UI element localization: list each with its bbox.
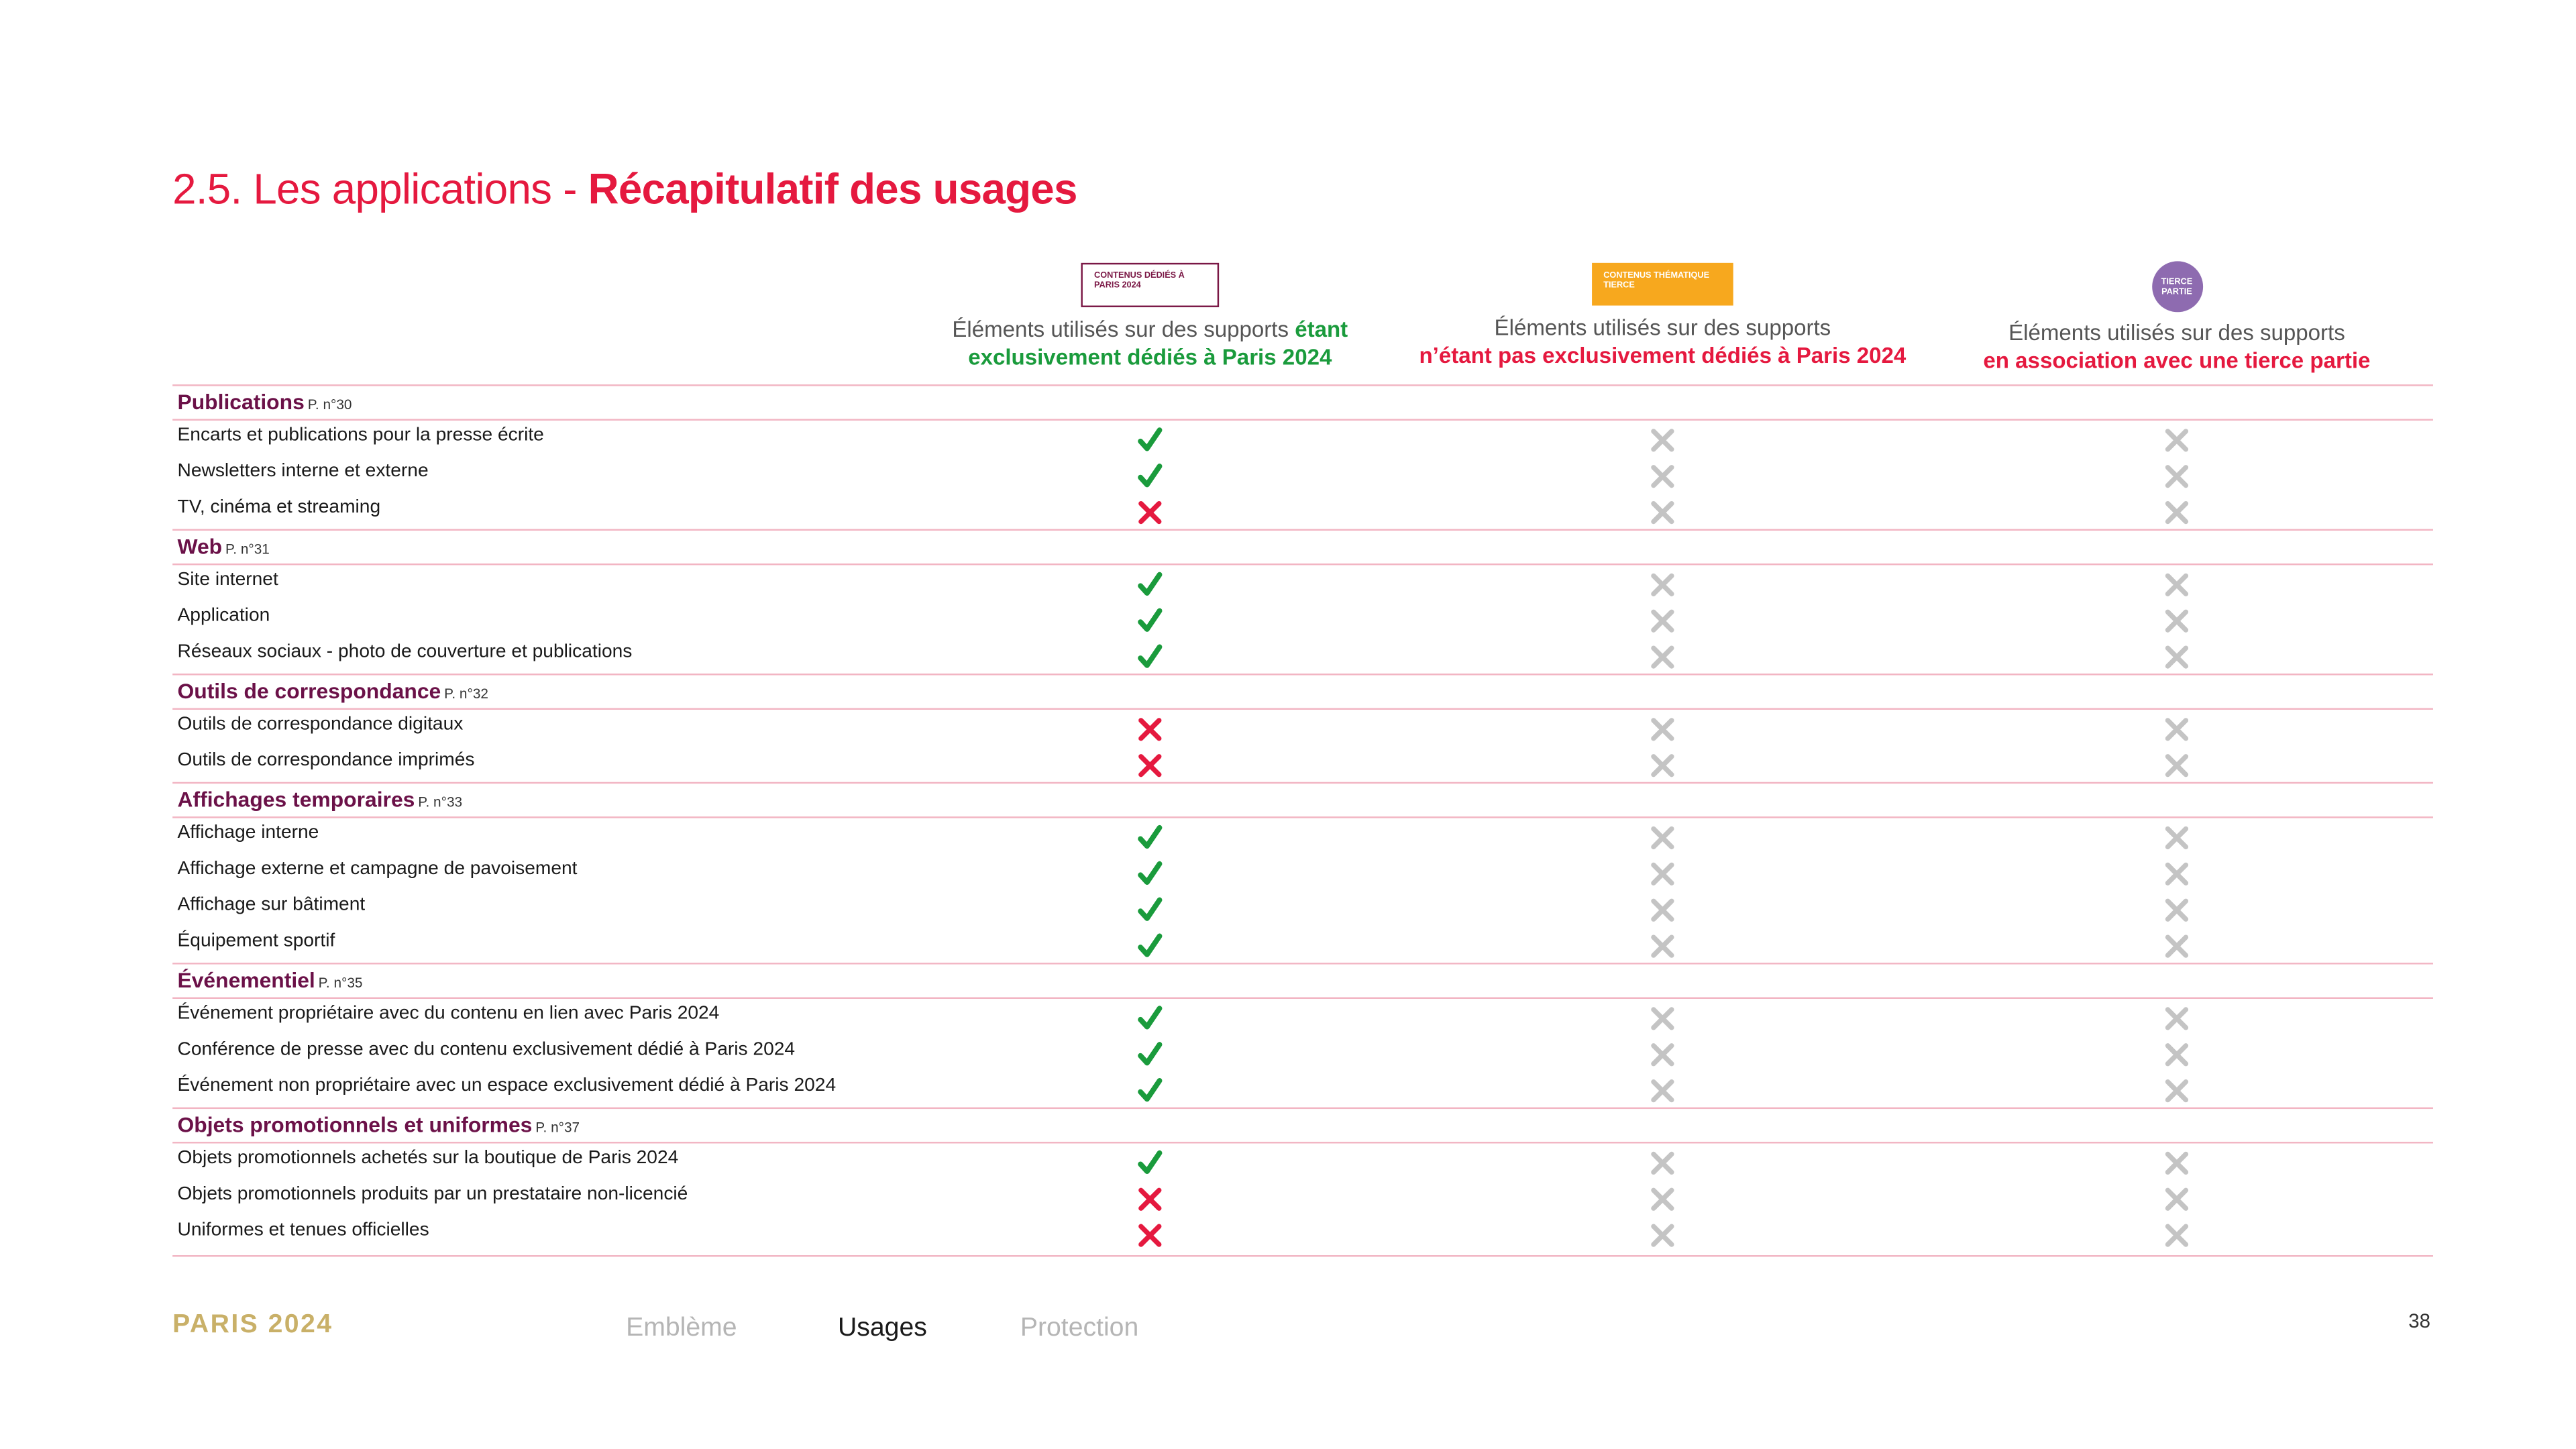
grey-cross-icon	[2162, 1004, 2192, 1033]
table-row	[172, 421, 2433, 457]
green-check-icon	[1135, 1040, 1165, 1069]
nav-link-usages[interactable]: Usages	[837, 1314, 927, 1342]
grey-cross-icon	[2162, 932, 2192, 961]
page-title	[172, 164, 1077, 215]
section-name: Affichages temporaires	[177, 787, 415, 812]
grey-cross-icon	[2162, 462, 2192, 491]
table-row	[172, 1216, 2433, 1252]
row-label: Conférence de presse avec du contenu exclusivement dédié à Paris 2024	[177, 1040, 796, 1060]
page-reference: P. n°30	[307, 396, 352, 413]
table-row	[172, 926, 2433, 963]
grey-cross-icon	[1648, 498, 1677, 527]
row-label: Événement non propriétaire avec un espace exclusivement dédié à Paris 2024	[177, 1076, 837, 1096]
green-check-icon	[1135, 462, 1165, 491]
column-header-line-2: exclusivement dédiés à Paris 2024	[968, 345, 1332, 370]
green-check-icon	[1135, 643, 1165, 672]
column-header	[904, 263, 1397, 372]
row-label: Outils de correspondance imprimés	[177, 751, 475, 771]
grey-cross-icon	[2162, 570, 2192, 600]
table-row	[172, 637, 2433, 674]
section-name: Objets promotionnels et uniformes	[177, 1112, 533, 1137]
page-reference: P. n°32	[444, 685, 489, 702]
row-label: Objets promotionnels achetés sur la boutique de Paris 2024	[177, 1148, 679, 1169]
row-label: Uniformes et tenues officielles	[177, 1220, 429, 1240]
row-label: Site internet	[177, 570, 278, 590]
grey-cross-icon	[2162, 1040, 2192, 1069]
grey-cross-icon	[1648, 932, 1677, 961]
table-row	[172, 999, 2433, 1035]
grey-cross-icon	[1648, 1221, 1677, 1250]
grey-cross-icon	[1648, 425, 1677, 455]
grey-cross-icon	[2162, 606, 2192, 636]
column-badge: CONTENUS DÉDIÉS À PARIS 2024	[1081, 263, 1219, 307]
column-header-line-1	[1383, 314, 1942, 342]
title-emphasis: Récapitulatif des usages	[588, 164, 1077, 214]
table-row	[172, 457, 2433, 493]
green-check-icon	[1135, 1076, 1165, 1106]
green-check-icon	[1135, 606, 1165, 636]
table-row	[172, 1071, 2433, 1108]
green-check-icon	[1135, 932, 1165, 961]
red-cross-icon	[1135, 714, 1165, 744]
grey-cross-icon	[2162, 1076, 2192, 1106]
nav-link-emblème[interactable]: Emblème	[626, 1314, 737, 1342]
grey-cross-icon	[1648, 859, 1677, 889]
paris-2024-logo: PARIS 2024	[172, 1311, 333, 1339]
grey-cross-icon	[2162, 498, 2192, 527]
title-prefix: 2.5. Les applications -	[172, 164, 588, 214]
page-number: 38	[2408, 1309, 2430, 1333]
section-title	[177, 534, 269, 559]
red-cross-icon	[1135, 498, 1165, 527]
grey-cross-icon	[1648, 1185, 1677, 1214]
table-row	[172, 854, 2433, 890]
row-label: Équipement sportif	[177, 931, 335, 951]
row-label: Affichage interne	[177, 822, 319, 843]
grey-cross-icon	[2162, 896, 2192, 925]
table-row	[172, 601, 2433, 637]
column-header-text: Éléments utilisés sur des supports	[1494, 315, 1831, 340]
grey-cross-icon	[1648, 570, 1677, 600]
table-row	[172, 565, 2433, 601]
grey-cross-icon	[2162, 1185, 2192, 1214]
red-cross-icon	[1135, 1185, 1165, 1214]
section-title	[177, 678, 488, 703]
row-label: Outils de correspondance digitaux	[177, 714, 464, 735]
section-name: Événementiel	[177, 967, 315, 993]
table-row	[172, 710, 2433, 746]
section-title	[177, 967, 362, 992]
table-row	[172, 890, 2433, 926]
green-check-icon	[1135, 570, 1165, 600]
grey-cross-icon	[1648, 1076, 1677, 1106]
section-header	[172, 1108, 2433, 1144]
section-title	[177, 1112, 580, 1137]
row-label: Newsletters interne et externe	[177, 462, 429, 482]
grey-cross-icon	[1648, 823, 1677, 853]
grey-cross-icon	[1648, 462, 1677, 491]
row-label: TV, cinéma et streaming	[177, 498, 381, 518]
row-label: Objets promotionnels produits par un prestataire non-licencié	[177, 1184, 688, 1205]
column-badge: CONTENUS THÉMATIQUE TIERCE	[1592, 263, 1733, 306]
grey-cross-icon	[2162, 1221, 2192, 1250]
grey-cross-icon	[2162, 425, 2192, 455]
section-title	[177, 787, 462, 812]
grey-cross-icon	[2162, 823, 2192, 853]
page-reference: P. n°31	[225, 540, 270, 557]
table-row	[172, 746, 2433, 782]
table-row	[172, 818, 2433, 855]
grey-cross-icon	[1648, 1148, 1677, 1178]
table-row	[172, 1144, 2433, 1180]
green-check-icon	[1135, 1004, 1165, 1033]
grey-cross-icon	[1648, 1040, 1677, 1069]
grey-cross-icon	[2162, 643, 2192, 672]
grey-cross-icon	[1648, 751, 1677, 780]
row-label: Réseaux sociaux - photo de couverture et publications	[177, 642, 633, 662]
section-name: Web	[177, 533, 223, 559]
green-check-icon	[1135, 859, 1165, 889]
green-check-icon	[1135, 823, 1165, 853]
section-title	[177, 389, 352, 414]
section-name: Outils de correspondance	[177, 678, 441, 704]
column-header	[1931, 261, 2424, 374]
green-check-icon	[1135, 1148, 1165, 1178]
column-header-line-2: n’étant pas exclusivement dédiés à Paris 2024	[1419, 343, 1907, 368]
row-label: Application	[177, 606, 270, 627]
column-header-emphasis: étant	[1295, 317, 1348, 342]
page-reference: P. n°35	[318, 974, 363, 991]
row-label: Encarts et publications pour la presse écrite	[177, 425, 544, 445]
grey-cross-icon	[1648, 643, 1677, 672]
row-label: Événement propriétaire avec du contenu en lien avec Paris 2024	[177, 1004, 720, 1024]
column-header	[1383, 263, 1942, 370]
table-bottom-divider	[172, 1255, 2433, 1256]
usage-table	[172, 384, 2433, 1256]
page-reference: P. n°33	[418, 793, 463, 810]
red-cross-icon	[1135, 1221, 1165, 1250]
row-label: Affichage externe et campagne de pavoisement	[177, 859, 578, 879]
grey-cross-icon	[1648, 606, 1677, 636]
section-header	[172, 674, 2433, 710]
grey-cross-icon	[2162, 751, 2192, 780]
grey-cross-icon	[1648, 714, 1677, 744]
grey-cross-icon	[2162, 1148, 2192, 1178]
grey-cross-icon	[2162, 714, 2192, 744]
table-row	[172, 1179, 2433, 1216]
green-check-icon	[1135, 425, 1165, 455]
column-badge: TIERCE PARTIE	[2151, 261, 2202, 312]
green-check-icon	[1135, 896, 1165, 925]
column-header-line-1	[904, 315, 1397, 343]
page-reference: P. n°37	[535, 1118, 580, 1136]
section-header	[172, 963, 2433, 999]
section-header	[172, 529, 2433, 566]
table-row	[172, 493, 2433, 529]
column-header-line-1	[1931, 319, 2424, 347]
section-header	[172, 782, 2433, 818]
section-header	[172, 384, 2433, 421]
red-cross-icon	[1135, 751, 1165, 780]
nav-link-protection[interactable]: Protection	[1020, 1314, 1139, 1342]
grey-cross-icon	[1648, 1004, 1677, 1033]
row-label: Affichage sur bâtiment	[177, 895, 366, 916]
grey-cross-icon	[2162, 859, 2192, 889]
column-header-text: Éléments utilisés sur des supports	[952, 317, 1295, 342]
section-name: Publications	[177, 389, 305, 415]
grey-cross-icon	[1648, 896, 1677, 925]
column-header-line-2: en association avec une tierce partie	[1983, 348, 2371, 373]
column-header-text: Éléments utilisés sur des supports	[2008, 320, 2345, 345]
table-row	[172, 1035, 2433, 1071]
